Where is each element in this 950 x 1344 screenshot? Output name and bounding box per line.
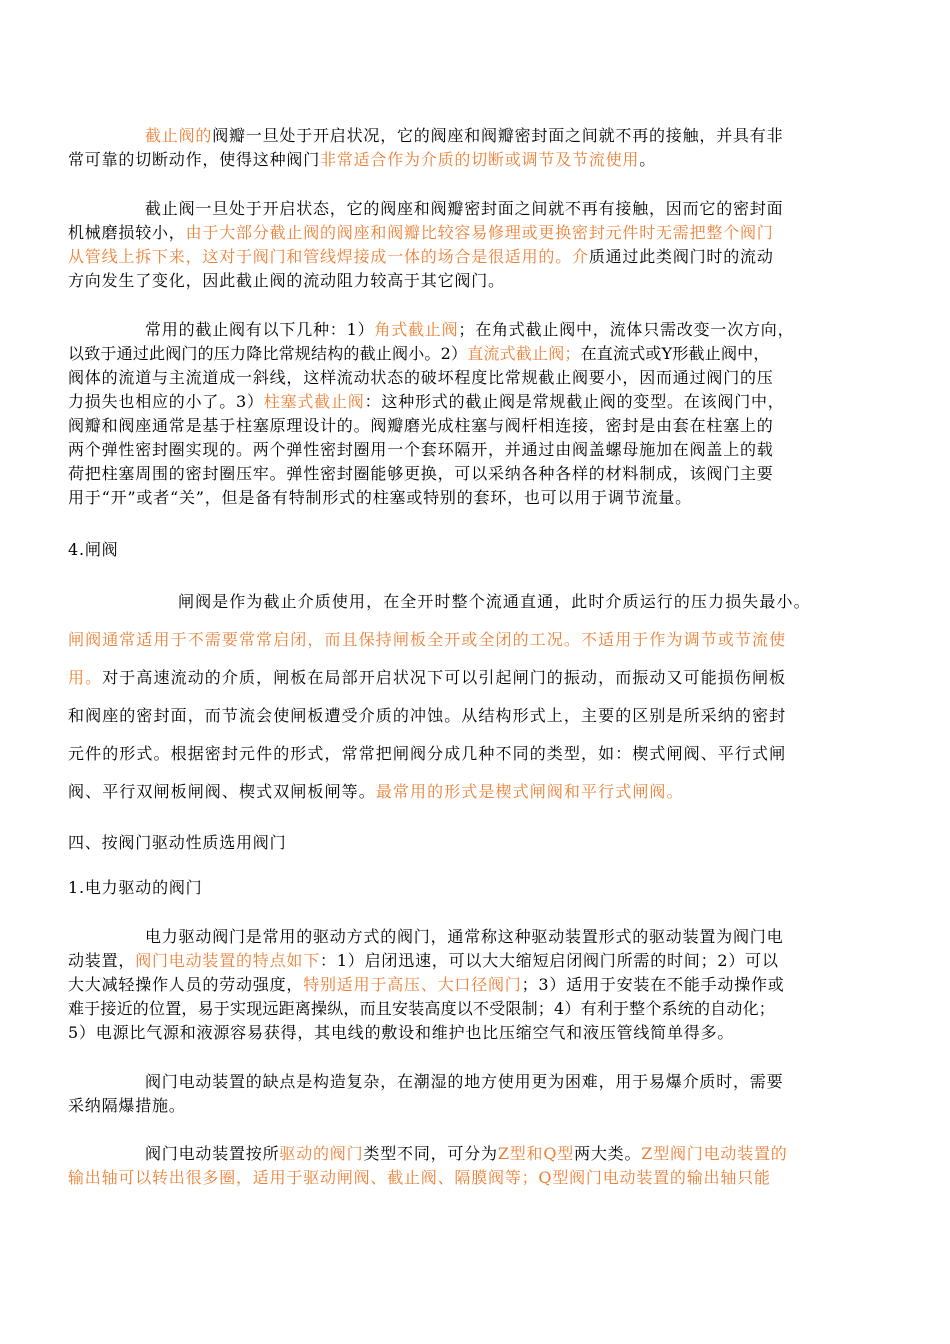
heading-gate-valve xyxy=(68,538,888,562)
text-run: 大大减轻操作人员的劳动强度， xyxy=(68,975,304,994)
text-line xyxy=(68,318,888,342)
text-line: 阀门电动装置的缺点是构造复杂，在潮湿的地方使用更为困难，用于易爆介质时，需要 xyxy=(145,1072,784,1091)
highlighted-text: 闸阀通常适用于不需要常常启闭，而且保持闸板全开或全闭的工况。不适用于作为调节或节流使 xyxy=(68,630,787,649)
paragraph-globe-valve-types xyxy=(68,318,888,510)
text-line: 方向发生了变化，因此截止阀的流动阻力较高于其它阀门。 xyxy=(68,271,505,290)
highlighted-text: 由于大部分截止阀的阀座和阀瓣比较容易修理或更换密封元件时无需把整个阀门 xyxy=(185,223,774,242)
text-run: 两大类。 xyxy=(574,1144,642,1163)
paragraph-electric-drawbacks xyxy=(68,1070,888,1118)
text-run: 。 xyxy=(639,150,657,169)
heading-section-four xyxy=(68,831,888,855)
text-run: ；在角式截止阀中，流体只需改变一次方向， xyxy=(458,320,795,339)
text-run: ：1）启闭迅速，可以大大缩短启闭阀门所需的时间；2）可以 xyxy=(320,951,779,970)
highlighted-text: 非常适合作为介质的切断或调节及节流使用 xyxy=(320,150,640,169)
text-line xyxy=(68,342,888,366)
text-line: 难于接近的位置，易于实现远距离操纵，而且安装高度以不受限制；4）有利于整个系统的自动化； xyxy=(68,999,775,1018)
text-line xyxy=(68,148,888,172)
text-line: 阀瓣和阀座通常是基于柱塞原理设计的。阀瓣磨光成柱塞与阀杆相连接，密封是由套在柱塞上的 xyxy=(68,416,774,435)
text-run: 动装置， xyxy=(68,951,136,970)
highlighted-text: 用。 xyxy=(68,668,103,687)
text-run: ；3）适用于安装在不能手动操作或 xyxy=(521,975,785,994)
text-line: 电力驱动阀门是常用的驱动方式的阀门，通常称这种驱动装置形式的驱动装置为阀门电 xyxy=(145,927,784,946)
text-line: 闸阀是作为截止介质使用，在全开时整个流通直通，此时介质运行的压力损失最小。 xyxy=(178,592,811,611)
text-line: 截止阀一旦处于开启状态，它的阀座和阀瓣密封面之间就不再有接触，因而它的密封面 xyxy=(145,199,784,218)
text-line: 用于“开”或者“关”，但是备有特制形式的柱塞或特别的套环，也可以用于调节流量。 xyxy=(68,488,692,507)
highlighted-text: 从管线上拆下来，这对于阀门和管线焊接成一体的场合是很适用的。介 xyxy=(68,247,589,266)
highlighted-text: Z型和Q型 xyxy=(497,1144,575,1163)
heading-text: 4.闸阀 xyxy=(68,540,119,559)
text-run: 以致于通过此阀门的压力降比常规结构的截止阀小。2） xyxy=(68,344,468,363)
text-run: ：这种形式的截止阀是常规截止阀的变型。在该阀门中， xyxy=(364,392,785,411)
highlighted-text: 最常用的形式是楔式闸阀和平行式闸阀。 xyxy=(375,782,684,801)
text-run: 常可靠的切断动作，使得这种阀门 xyxy=(68,150,321,169)
highlighted-text: 驱动的阀门 xyxy=(279,1144,364,1163)
text-run: 阀门电动装置按所 xyxy=(145,1144,280,1163)
highlighted-text: Z型阀门电动装置的 xyxy=(641,1144,788,1163)
paragraph-electric-types xyxy=(68,1142,888,1190)
text-run: 机械磨损较小， xyxy=(68,223,186,242)
text-run: 对于高速流动的介质，闸板在局部开启状况下可以引起闸门的振动，而振动又可能损伤闸板 xyxy=(102,668,787,687)
highlighted-text: 直流式截止阀； xyxy=(467,344,581,363)
paragraph-globe-valve-intro xyxy=(68,124,888,172)
highlighted-text: 截止阀的 xyxy=(145,126,213,145)
highlighted-text: 柱塞式截止阀 xyxy=(263,392,365,411)
text-line: 和阀座的密封面，而节流会使闸板遭受介质的冲蚀。从结构形式上，主要的区别是所采纳的密封 xyxy=(68,706,787,725)
highlighted-text: 阀门电动装置的特点如下 xyxy=(135,951,321,970)
text-run: 质通过此类阀门时的流动 xyxy=(588,247,774,266)
text-run: 在直流式或Y形截止阀中， xyxy=(580,344,770,363)
heading-text: 1.电力驱动的阀门 xyxy=(68,878,203,897)
text-line xyxy=(68,1142,888,1166)
highlighted-text: 角式截止阀 xyxy=(374,320,459,339)
text-line xyxy=(68,773,888,811)
text-run: 阀瓣一旦处于开启状况，它的阀座和阀瓣密封面之间就不再的接触，并具有非 xyxy=(212,126,784,145)
text-line xyxy=(68,221,888,245)
highlighted-text: 输出轴可以转出很多圈，适用于驱动闸阀、截止阀、隔膜阀等；Q型阀门电动装置的输出轴只能 xyxy=(68,1168,771,1187)
text-line xyxy=(68,124,888,148)
heading-electric-valve xyxy=(68,876,888,900)
text-line: 元件的形式。根据密封元件的形式，常常把闸阀分成几种不同的类型，如：楔式闸阀、平行式闸 xyxy=(68,744,787,763)
text-line: 采纳隔爆措施。 xyxy=(68,1096,186,1115)
text-line: 5）电源比气源和液源容易获得，其电线的敷设和维护也比压缩空气和液压管线简单得多。 xyxy=(68,1023,735,1042)
paragraph-globe-valve-wear xyxy=(68,197,888,293)
highlighted-text: 特别适用于高压、大口径阀门 xyxy=(303,975,522,994)
text-run: 阀、平行双闸板闸阀、楔式双闸板闸等。 xyxy=(68,782,376,801)
text-run: 常用的截止阀有以下几种：1） xyxy=(145,320,375,339)
paragraph-electric-actuator xyxy=(68,925,888,1045)
text-line xyxy=(68,390,888,414)
paragraph-gate-valve xyxy=(68,583,888,811)
text-line: 阀体的流道与主流道成一斜线，这样流动状态的破坏程度比常规截止阀要小，因而通过阀门的压 xyxy=(68,368,774,387)
text-run: 力损失也相应的小了。3） xyxy=(68,392,264,411)
text-line xyxy=(68,949,888,973)
text-line xyxy=(68,659,888,697)
text-line: 荷把柱塞周围的密封圈压牢。弹性密封圈能够更换，可以采纳各种各样的材料制成，该阀门主要 xyxy=(68,464,774,483)
text-line xyxy=(68,245,888,269)
text-run: 类型不同，可分为 xyxy=(363,1144,498,1163)
heading-text: 四、按阀门驱动性质选用阀门 xyxy=(68,833,287,852)
text-line xyxy=(68,973,888,997)
text-line: 两个弹性密封圈实现的。两个弹性密封圈用一个套环隔开，并通过由阀盖螺母施加在阀盖上的载 xyxy=(68,440,774,459)
